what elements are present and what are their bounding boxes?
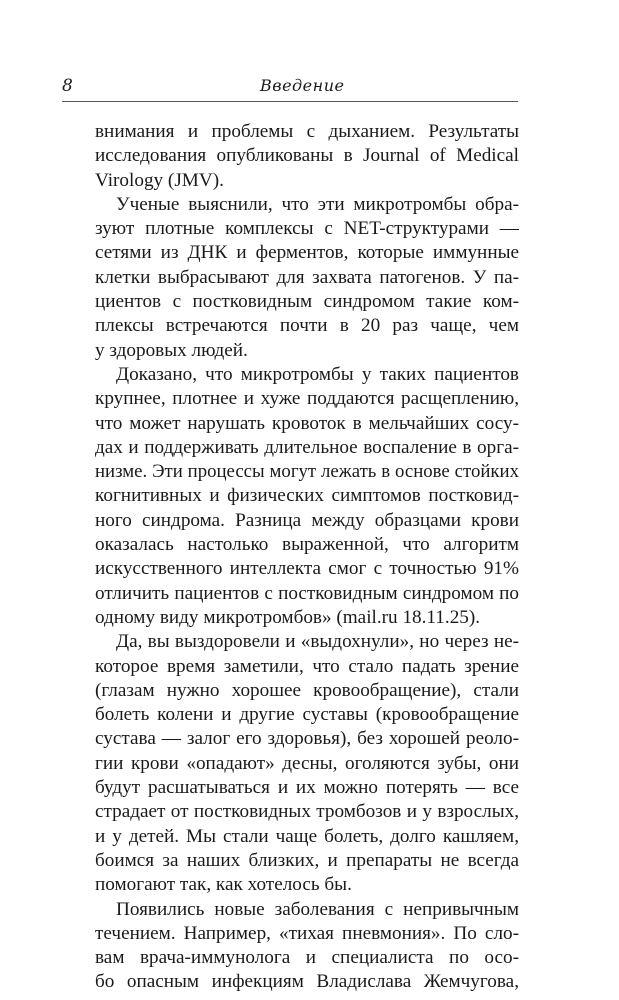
text-line: искусственного интеллекта смог с точностью 91%: [95, 558, 519, 580]
text-line: Virology (JMV).: [95, 169, 224, 191]
text-line: исследования опубликованы в Journal of Medical: [95, 145, 519, 167]
text-line: внимания и проблемы с дыханием. Результаты: [95, 121, 519, 142]
text-line: помогают так, как хотелось бы.: [95, 874, 352, 896]
header-rule: [62, 101, 518, 102]
text-line: крупнее, плотнее и хуже поддаются расщеплению,: [95, 388, 519, 410]
text-line: Доказано, что микротромбы у таких пациентов: [116, 363, 519, 385]
text-line: отличить пациентов с постковидным синдромом по: [95, 582, 519, 604]
text-line: ного синдрома. Разница между образцами крови: [95, 509, 519, 531]
text-line: (глазам нужно хорошее кровообращение), стали: [95, 679, 519, 701]
text-line: дах и поддерживать длительное воспаление в орга-: [95, 436, 519, 458]
text-line: течением. Например, «тихая пневмония». По сло-: [95, 922, 519, 944]
text-line: бо опасным инфекциям Владислава Жемчугова,: [95, 971, 519, 993]
text-line: что может нарушать кровоток в мельчайших сосу-: [95, 412, 519, 434]
text-line: циентов с постковидным синдромом такие ком-: [95, 291, 519, 313]
page-header: [62, 74, 518, 104]
text-line: плексы встречаются почти в 20 раз чаще, чем: [95, 315, 519, 337]
text-line: гии крови «опадают» десны, оголяются зубы, они: [95, 752, 519, 774]
text-line: боимся за наших близких, и препараты не всегда: [95, 849, 519, 871]
text-line: когнитивных и физических симптомов постковид-: [95, 485, 519, 507]
running-title: Введение: [260, 76, 345, 95]
text-line: клетки выбрасывают для захвата патогенов. У па-: [95, 266, 519, 288]
body-text: [95, 120, 519, 995]
text-line: болеть колени и другие суставы (кровообращение: [95, 704, 519, 726]
text-line: низме. Эти процессы могут лежать в основе стойких: [95, 461, 519, 483]
text-line: страдает от постковидных тромбозов и у взрослых,: [95, 801, 519, 823]
text-line: зуют плотные комплексы с NET-структурами —: [95, 218, 519, 240]
text-line: одному виду микротромбов» (mail.ru 18.11.25).: [95, 606, 481, 628]
text-line: у здоровых людей.: [95, 339, 248, 361]
text-line: сустава — залог его здоровья), без хорошей реоло-: [95, 728, 519, 750]
page-number: 8: [62, 76, 73, 96]
text-line: оказалась настолько выраженной, что алгоритм: [95, 534, 519, 556]
text-line: которое время заметили, что стало падать зрение: [95, 655, 519, 677]
text-line: Да, вы выздоровели и «выдохнули», но через не-: [116, 631, 519, 653]
text-line: Появились новые заболевания с непривычным: [116, 898, 519, 920]
text-line: и у детей. Мы стали чаще болеть, долго кашляем,: [95, 825, 519, 847]
text-line: сетями из ДНК и ферментов, которые иммунные: [95, 242, 519, 264]
text-line: Ученые выяснили, что эти микротромбы обра-: [116, 193, 519, 215]
text-line: будут расшатываться и их можно потерять — все: [95, 777, 519, 799]
text-line: вам врача-иммунолога и специалиста по осо-: [95, 947, 519, 969]
